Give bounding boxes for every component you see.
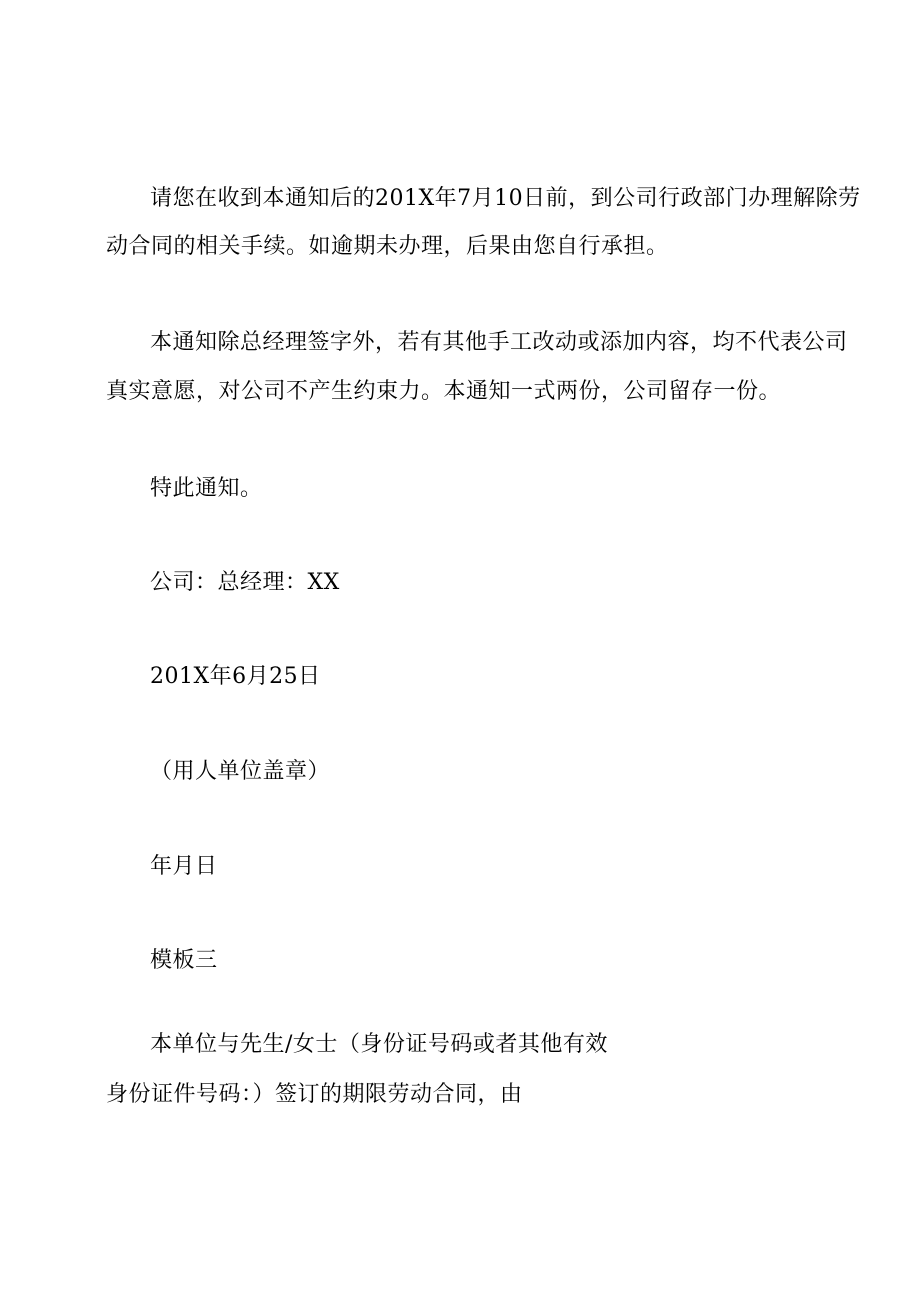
signature-line: 公司：总经理：XX <box>150 570 340 595</box>
section-title: 模板三 <box>150 948 218 973</box>
para1-line2: 动合同的相关手续。如逾期未办理，后果由您自行承担。 <box>106 234 669 259</box>
para3-line2: 身份证件号码：）签订的期限劳动合同，由 <box>106 1082 523 1107</box>
closing-text: 特此通知。 <box>150 476 263 501</box>
blank-date: 年月日 <box>150 854 218 879</box>
para1-line1: 请您在收到本通知后的201X年7月10日前，到公司行政部门办理解除劳 <box>150 186 861 211</box>
para2-line2: 真实意愿，对公司不产生约束力。本通知一式两份，公司留存一份。 <box>106 379 782 404</box>
date-line: 201X年6月25日 <box>150 664 321 689</box>
para2-line1: 本通知除总经理签字外，若有其他手工改动或添加内容，均不代表公司 <box>150 330 848 355</box>
para3-line1: 本单位与先生/女士（身份证号码或者其他有效 <box>150 1032 608 1057</box>
seal-note: （用人单位盖章） <box>150 759 331 784</box>
